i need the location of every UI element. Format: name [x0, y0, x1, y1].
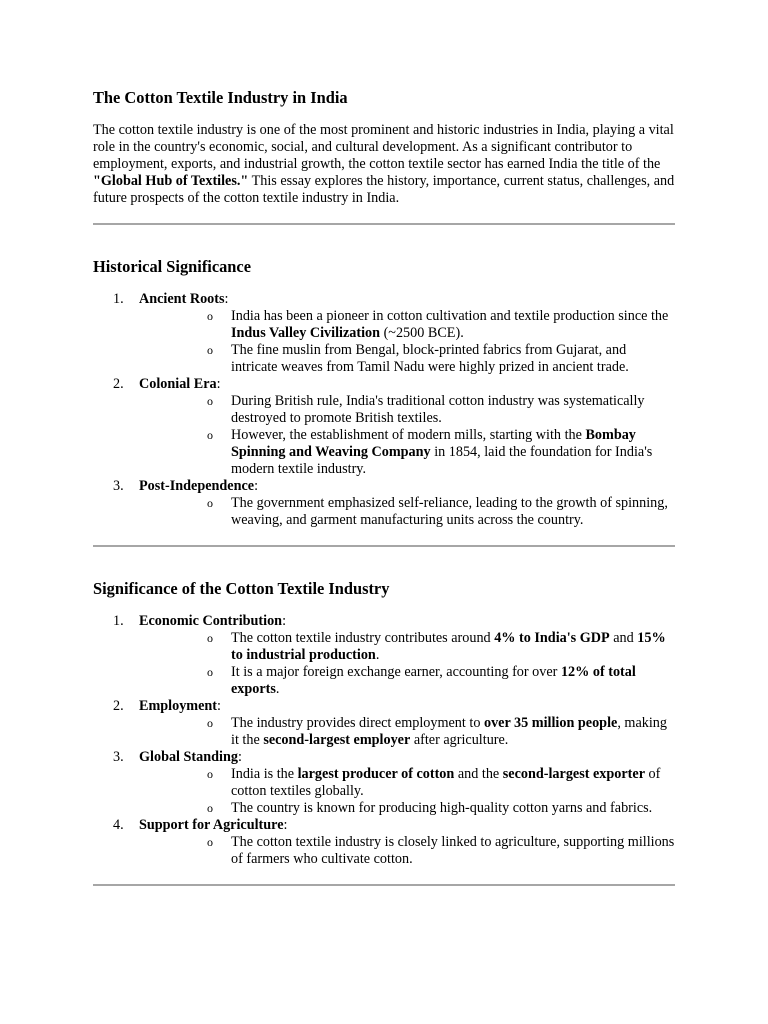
section-divider	[93, 884, 675, 886]
intro-paragraph	[93, 122, 675, 207]
list-item-label: Support for Agriculture	[139, 817, 284, 833]
sub-item-text: in 1854, laid the foundation for India's modern textile industry.	[231, 444, 653, 477]
list-number: 1.	[113, 291, 124, 307]
significance-list	[93, 613, 675, 868]
sub-item-text: (~2500 BCE).	[380, 325, 464, 341]
sub-list-item	[139, 342, 675, 376]
sub-item-bold: 15% to industrial production	[231, 630, 666, 663]
sub-item-text: However, the establishment of modern mills, starting with the	[231, 427, 586, 443]
sub-list	[139, 834, 675, 868]
bullet-icon: o	[207, 394, 213, 408]
sub-list-item	[139, 495, 675, 529]
sub-item-text: .	[275, 681, 280, 697]
list-item-label: Economic Contribution	[139, 613, 283, 629]
list-item	[93, 291, 675, 376]
sub-list	[139, 715, 675, 749]
sub-list-item	[139, 834, 675, 868]
list-number: 3.	[113, 749, 124, 765]
sub-item-bold: Bombay Spinning and Weaving Company	[231, 427, 636, 460]
list-item	[93, 698, 675, 749]
sub-item-text: It is a major foreign exchange earner, accounting for over	[231, 664, 561, 680]
sub-list	[139, 495, 675, 529]
list-number: 3.	[113, 478, 124, 494]
list-number: 2.	[113, 698, 124, 714]
sub-list-item	[139, 427, 675, 478]
list-item-label: Employment	[139, 698, 218, 714]
list-item-colon: :	[224, 291, 229, 307]
section-divider	[93, 545, 675, 547]
bullet-icon: o	[207, 428, 213, 442]
sub-item-text: India is the	[231, 766, 298, 782]
list-number: 2.	[113, 376, 124, 392]
bullet-icon: o	[207, 309, 213, 323]
sub-list	[139, 766, 675, 817]
sub-item-bold: second-largest exporter	[502, 766, 645, 782]
sub-list	[139, 393, 675, 478]
section-divider	[93, 223, 675, 225]
sub-list	[139, 630, 675, 698]
sub-item-bold: second-largest employer	[263, 732, 411, 748]
intro-text: The cotton textile industry is one of the most prominent and historic industries in India, playing a vital role in the country's economic, social, and cultural development. As a significant contributor to employment, exports, and industrial growth, the cotton textile sector has earned India the title of the	[93, 122, 674, 172]
list-item-label: Ancient Roots	[139, 291, 225, 307]
sub-list-item	[139, 715, 675, 749]
list-item	[93, 478, 675, 529]
sub-list-item	[139, 393, 675, 427]
list-number: 4.	[113, 817, 124, 833]
list-item-colon: :	[283, 817, 288, 833]
list-item	[93, 817, 675, 868]
section-heading-significance: Significance of the Cotton Textile Industry	[93, 579, 390, 598]
list-item-colon: :	[217, 698, 221, 714]
sub-item-text: and the	[454, 766, 503, 782]
list-item-label: Global Standing	[139, 749, 238, 765]
list-item-colon: :	[254, 478, 259, 494]
sub-item-bold: over 35 million people	[483, 715, 618, 731]
sub-item-text: The fine muslin from Bengal, block-printed fabrics from Gujarat, and intricate weaves from Tamil Nadu were highly prized in ancient trade.	[231, 342, 629, 375]
list-item	[93, 613, 675, 698]
sub-item-text: During British rule, India's traditional cotton industry was systematically destroyed to promote British textiles.	[231, 393, 645, 426]
sub-item-text: of cotton textiles globally.	[231, 766, 661, 799]
sub-item-text: The cotton textile industry contributes around	[231, 630, 495, 646]
sub-item-bold: largest producer of cotton	[297, 766, 455, 782]
sub-item-text: , making it the	[231, 715, 667, 748]
list-item	[93, 376, 675, 478]
list-item-colon: :	[282, 613, 287, 629]
sub-item-text: The government emphasized self-reliance, leading to the growth of spinning, weaving, and garment manufacturing units across the country.	[231, 495, 668, 528]
sub-item-bold: 12% of total exports	[231, 664, 636, 697]
sub-item-text: The cotton textile industry is closely linked to agriculture, supporting millions of farmers who cultivate cotton.	[231, 834, 675, 867]
section-heading-historical: Historical Significance	[93, 257, 251, 276]
sub-list-item	[139, 630, 675, 664]
bullet-icon: o	[207, 767, 213, 781]
sub-item-bold: Indus Valley Civilization	[231, 325, 381, 341]
sub-item-bold: 4% to India's GDP	[494, 630, 610, 646]
intro-bold: "Global Hub of Textiles."	[93, 173, 249, 189]
list-item-colon: :	[216, 376, 221, 392]
sub-item-text: and	[609, 630, 638, 646]
sub-list-item	[139, 766, 675, 800]
sub-item-text: India has been a pioneer in cotton cultivation and textile production since the	[231, 308, 669, 324]
list-item	[93, 749, 675, 817]
sub-item-text: .	[375, 647, 380, 663]
list-number: 1.	[113, 613, 124, 629]
bullet-icon: o	[207, 631, 213, 645]
sub-item-text: The industry provides direct employment to	[231, 715, 484, 731]
sub-item-text: The country is known for producing high-quality cotton yarns and fabrics.	[231, 800, 653, 816]
sub-list	[139, 308, 675, 376]
sub-list-item	[139, 800, 675, 817]
bullet-icon: o	[207, 801, 213, 815]
sub-item-text: after agriculture.	[410, 732, 509, 748]
bullet-icon: o	[207, 496, 213, 510]
bullet-icon: o	[207, 835, 213, 849]
document-title: The Cotton Textile Industry in India	[93, 88, 348, 107]
sub-list-item	[139, 664, 675, 698]
bullet-icon: o	[207, 665, 213, 679]
sub-list-item	[139, 308, 675, 342]
historical-list	[93, 291, 675, 529]
bullet-icon: o	[207, 716, 213, 730]
list-item-label: Post-Independence	[139, 478, 255, 494]
list-item-label: Colonial Era	[139, 376, 217, 392]
list-item-colon: :	[237, 749, 242, 765]
intro-text-end: This essay explores the history, importance, current status, challenges, and future prospects of the cotton textile industry in India.	[93, 173, 675, 206]
bullet-icon: o	[207, 343, 213, 357]
